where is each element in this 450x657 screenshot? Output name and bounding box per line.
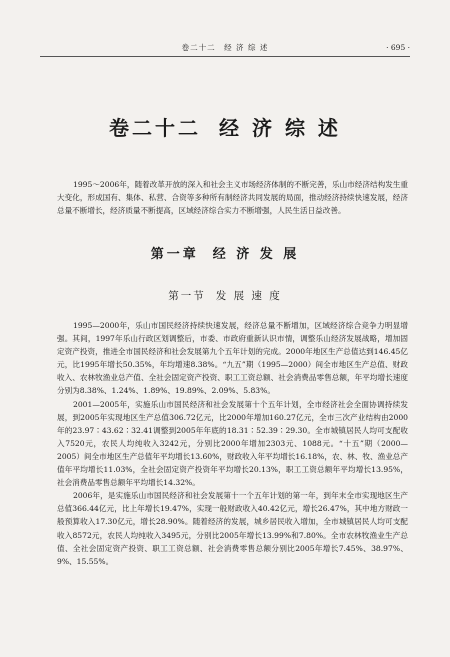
section-number: 第一节 xyxy=(168,290,206,302)
chapter-name: 经 济 发 展 xyxy=(212,247,300,262)
running-head-title: 卷二十二 经 济 综 述 xyxy=(181,43,269,52)
section-title xyxy=(0,288,450,303)
section-name: 发 展 速 度 xyxy=(215,290,282,302)
header-rule xyxy=(40,56,410,57)
page-number: · 695 · xyxy=(386,43,410,52)
body-text xyxy=(57,319,408,568)
chapter-title xyxy=(0,243,450,262)
volume-number: 卷二十二 xyxy=(109,116,202,140)
intro-paragraph: 1995～2006年，随着改革开放的深入和社会主义市场经济体制的不断完善，乐山市经济结构发生重大变化，形成国有、集体、私营、合资等多种所有制经济共同发展的局面，推动经济持续快速发展，经济总量不断增长，经济质量不断提高，区域经济综合实力不断增强，人民生活日益改善。 xyxy=(57,180,408,215)
paragraph-2001-2005: 2001—2005年，实施乐山市国民经济和社会发展第十个五年计划，全市经济社会全面协调持续发展，到2005年实现地区生产总值306.72亿元，比2000年增加160.27亿元，全市三次产业结构由2000年的23.97∶43.62∶32.41调整到2005年年底的18.31∶52.39∶29.30。全市城镇居民人均可支配收入7520元，农民人均纯收入3242元，分别比2000年增加2303元、1088元。“十五”期（2000—2005）间全市地区生产总值年平均增长13.60%，财政收入年平均增长16.18%，农、林、牧、渔业总产值年平均增长11.03%，全社会固定资产投资年平均增长20.13%，职工工资总额年平均增长13.95%，社会消费品零售总额年平均增长14.32%。 xyxy=(57,399,408,488)
paragraph-1995-2000: 1995—2000年，乐山市国民经济持续快速发展，经济总量不断增加，区域经济综合竞争力明显增强。其间，1997年乐山行政区划调整后，市委、市政府重新认识市情，调整乐山经济发展战略，增加固定资产投资，推进全市国民经济和社会发展第九个五年计划的完成。2000年地区生产总值达到146.45亿元，比1995年增长50.35%，年均增速8.38%。“九五”期（1995—2000）间全市地区生产总值、财政收入、农林牧渔业总产值、全社会固定资产投资、职工工资总额、社会消费品零售总额，年平均增长速度分别为8.38%、1.24%、1.89%、19.89%、2.09%、5.83%。 xyxy=(57,321,408,396)
volume-name: 经 济 综 述 xyxy=(219,116,341,140)
volume-title xyxy=(0,112,450,141)
running-head xyxy=(40,41,410,55)
chapter-number: 第一章 xyxy=(150,247,199,262)
paragraph-2006: 2006年，是实施乐山市国民经济和社会发展第十一个五年计划的第一年，到年末全市实现地区生产总值366.44亿元，比上年增长19.47%，实现一般财政收入40.42亿元，增长26.47%，其中地方财政一般预算收入17.30亿元，增长28.90%。随着经济的发展，城乡居民收入增加，全市城镇居民人均可支配收入8572元，农民人均纯收入3495元，分别比2005年增长13.99%和7.80%。全市农林牧渔业生产总值、全社会固定资产投资、职工工资总额、社会消费零售总额分别比2005年增长7.45%、38.97%、9%、15.55%。 xyxy=(57,491,408,566)
